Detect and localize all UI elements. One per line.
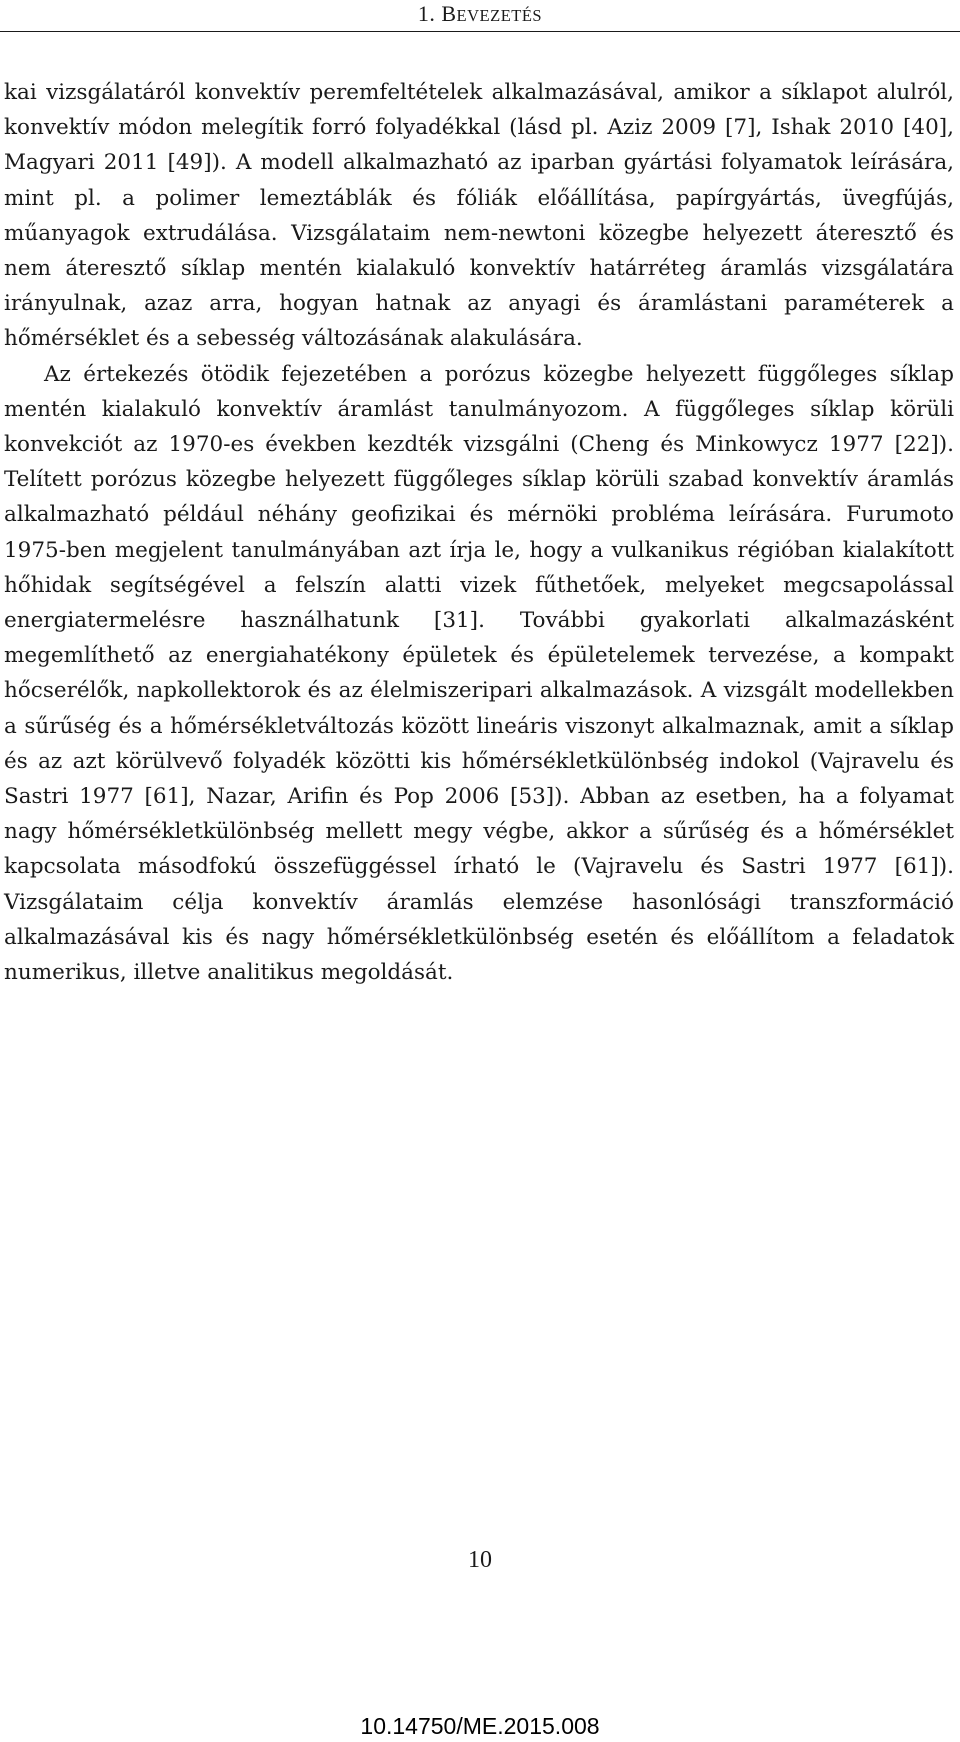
body-text	[4, 75, 954, 990]
paragraph-chapter-five: Az értekezés ötödik fejezetében a porózus közegbe helyezett függőleges síklap mentén kialakuló konvektív áramlást tanulmányozom. A függőleges síklap körüli konvekciót az 1970-es években kezdték vizsgálni (Cheng és Minkowycz 1977 [22]). Telített porózus közegbe helyezett függőleges síklap körüli szabad konvektív áramlás alkalmazható például néhány geofizikai és mérnöki probléma leírására. Furumoto 1975-ben megjelent tanulmányában azt írja le, hogy a vulkanikus régióban kialakított hőhidak segítségével a felszín alatti vizek fűthetőek, melyeket megcsapolással energiatermelésre használhatunk [31]. További gyakorlati alkalmazásként megemlíthető az energiahatékony épületek és épületelemek tervezése, a kompakt hőcserélők, napkollektorok és az élelmiszeripari alkalmazások. A vizsgált modellekben a sűrűség és a hőmérsékletváltozás között lineáris viszonyt alkalmaznak, amit a síklap és az azt körülvevő folyadék közötti kis hőmérsékletkülönbség indokol (Vajravelu és Sastri 1977 [61], Nazar, Arifin és Pop 2006 [53]). Abban az esetben, ha a folyamat nagy hőmérsékletkülönbség mellett megy végbe, akkor a sűrűség és a hőmérséklet kapcsolata másodfokú összefüggéssel írható le (Vajravelu és Sastri 1977 [61]). Vizsgálataim célja konvektív áramlás elemzése hasonlósági transzformáció alkalmazásával kis és nagy hőmérsékletkülönbség esetén és előállítom a feladatok numerikus, illetve analitikus megoldását.	[4, 361, 954, 986]
doi-footer: 10.14750/ME.2015.008	[360, 1713, 600, 1739]
page-number: 10	[468, 1547, 492, 1573]
chapter-title-initial: B	[441, 1, 457, 26]
chapter-number: 1.	[417, 1, 436, 26]
paragraph-continuation: kai vizsgálatáról konvektív peremfeltételek alkalmazásával, amikor a síklapot alulról, konvektív módon melegítik forró folyadékkal (lásd pl. Aziz 2009 [7], Ishak 2010 [40], Magyari 2011 [49]). A modell alkalmazható az iparban gyártási folyamatok leírására, mint pl. a polimer lemeztáblák és fóliák előállítása, papírgyártás, üvegfújás, műanyagok extrudálása. Vizsgálataim nem-newtoni közegbe helyezett áteresztő és nem áteresztő síklap mentén kialakuló konvektív határréteg áramlás vizsgálatára irányulnak, azaz arra, hogyan hatnak az anyagi és áramlástani paraméterek a hőmérséklet és a sebesség változásának alakulására.	[4, 80, 954, 352]
chapter-title-rest: EVEZETÉS	[456, 6, 543, 25]
running-header	[0, 0, 960, 32]
